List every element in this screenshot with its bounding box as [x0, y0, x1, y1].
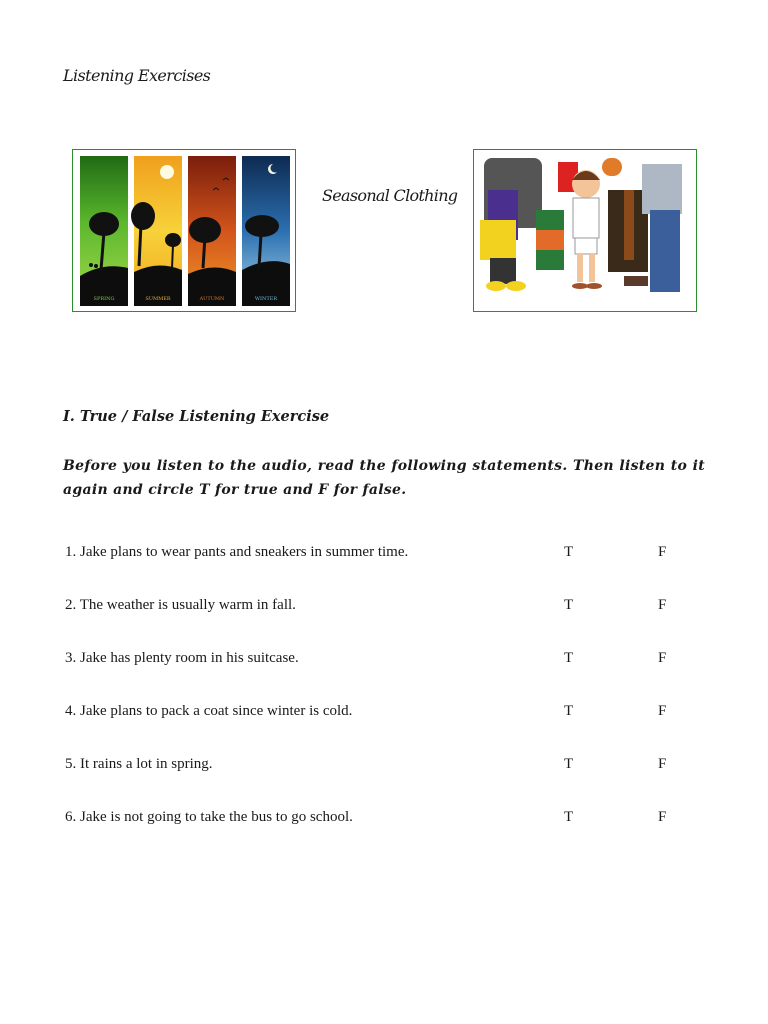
statement-3: 3. Jake has plenty room in his suitcase.	[65, 650, 299, 666]
statement-4: 4. Jake plans to pack a coat since winter is cold.	[65, 703, 353, 719]
autumn-panel	[188, 156, 236, 306]
true-option-2[interactable]: T	[564, 597, 574, 613]
statement-2: 2. The weather is usually warm in fall.	[65, 597, 296, 613]
clothing-image	[473, 149, 697, 312]
spring-label: SPRING	[93, 296, 115, 302]
false-option-1[interactable]: F	[658, 544, 667, 560]
seasonal-clothing-title: Seasonal Clothing	[322, 186, 458, 205]
spring-panel	[80, 156, 128, 306]
statement-5: 5. It rains a lot in spring.	[65, 756, 213, 772]
true-option-4[interactable]: T	[564, 703, 574, 719]
false-option-5[interactable]: F	[658, 756, 667, 772]
statement-6: 6. Jake is not going to take the bus to go school.	[65, 809, 353, 825]
summer-label: SUMMER	[145, 296, 171, 302]
false-option-3[interactable]: F	[658, 650, 667, 666]
page-title: Listening Exercises	[63, 66, 211, 85]
false-option-6[interactable]: F	[658, 809, 667, 825]
winter-label: WINTER	[254, 296, 278, 302]
false-option-4[interactable]: F	[658, 703, 667, 719]
instructions-text: Before you listen to the audio, read the following statements. Then listen to it again and circle T for true and F for false.	[63, 458, 705, 498]
statement-1: 1. Jake plans to wear pants and sneakers in summer time.	[65, 544, 409, 560]
false-option-2[interactable]: F	[658, 597, 667, 613]
true-option-5[interactable]: T	[564, 756, 574, 772]
seasons-image	[72, 149, 296, 312]
true-option-1[interactable]: T	[564, 544, 574, 560]
winter-panel	[242, 156, 290, 306]
autumn-label: AUTUMN	[199, 296, 225, 302]
summer-panel	[131, 156, 182, 306]
section-heading: I. True / False Listening Exercise	[63, 408, 330, 425]
true-option-3[interactable]: T	[564, 650, 574, 666]
true-option-6[interactable]: T	[564, 809, 574, 825]
